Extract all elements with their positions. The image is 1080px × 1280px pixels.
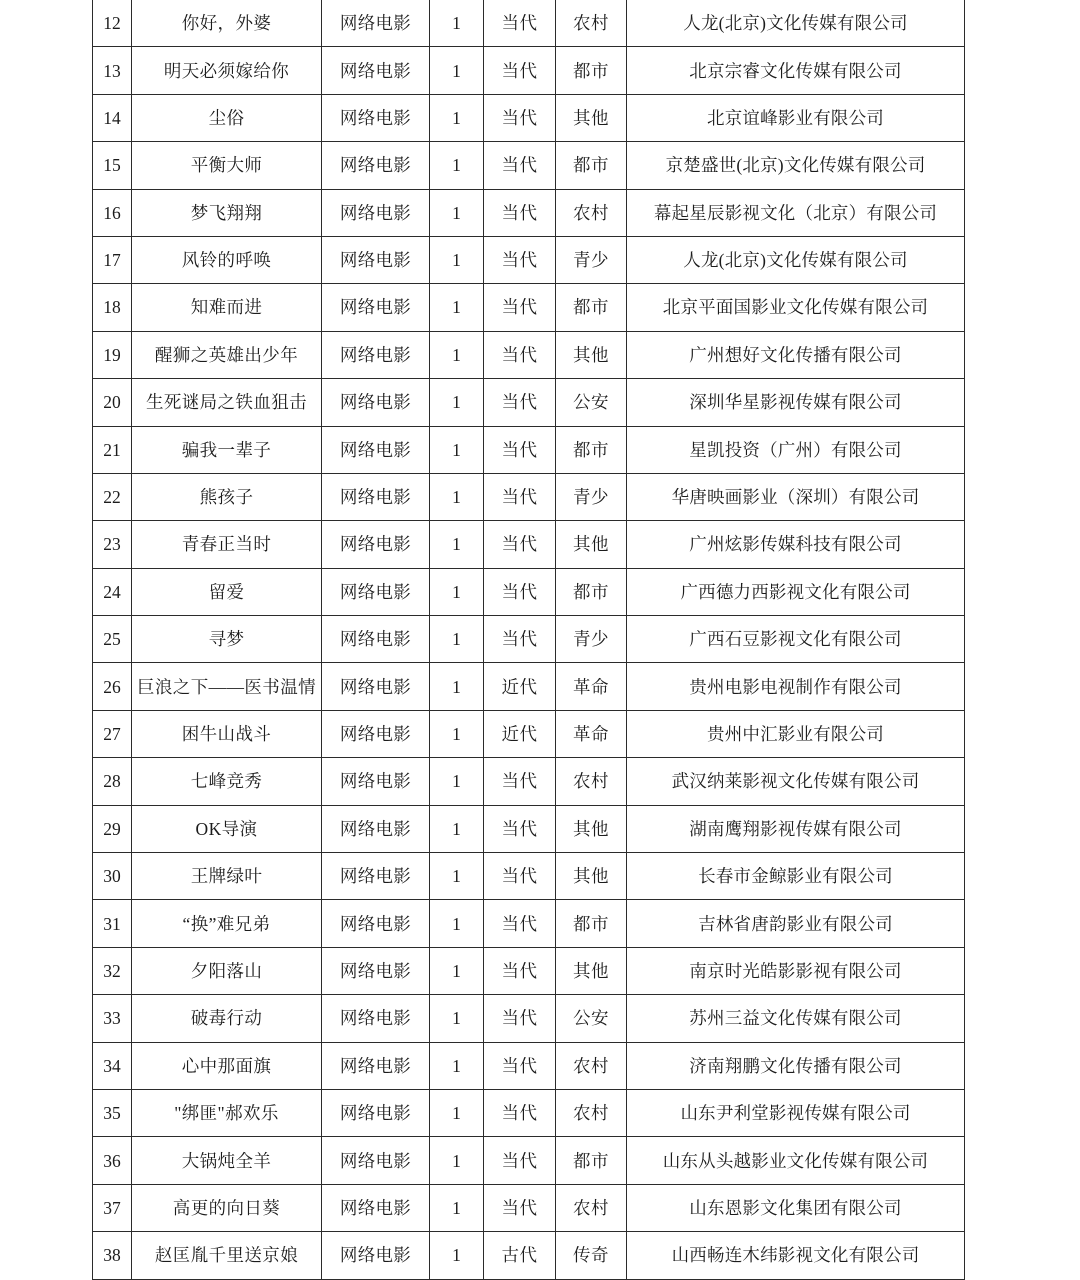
cell-company: 山西畅连木纬影视文化有限公司 <box>627 1232 965 1279</box>
table-row <box>93 710 965 757</box>
table-row <box>93 995 965 1042</box>
cell-era: 当代 <box>484 1184 556 1231</box>
cell-genre: 其他 <box>556 331 627 378</box>
cell-company: 山东恩影文化集团有限公司 <box>627 1184 965 1231</box>
cell-title: 破毒行动 <box>132 995 322 1042</box>
cell-company: 深圳华星影视传媒有限公司 <box>627 379 965 426</box>
cell-title: 困牛山战斗 <box>132 710 322 757</box>
cell-era: 当代 <box>484 1089 556 1136</box>
cell-genre: 农村 <box>556 189 627 236</box>
cell-title: 骗我一辈子 <box>132 426 322 473</box>
cell-seq: 20 <box>93 379 132 426</box>
table-row <box>93 616 965 663</box>
cell-company: 京楚盛世(北京)文化传媒有限公司 <box>627 142 965 189</box>
table-row <box>93 426 965 473</box>
cell-company: 广西德力西影视文化有限公司 <box>627 568 965 615</box>
cell-genre: 其他 <box>556 94 627 141</box>
cell-title: 平衡大师 <box>132 142 322 189</box>
cell-type: 网络电影 <box>322 1042 430 1089</box>
table-row <box>93 284 965 331</box>
cell-type: 网络电影 <box>322 473 430 520</box>
cell-company: 广西石豆影视文化有限公司 <box>627 616 965 663</box>
table-row <box>93 947 965 994</box>
cell-type: 网络电影 <box>322 426 430 473</box>
table-row <box>93 473 965 520</box>
cell-company: 苏州三益文化传媒有限公司 <box>627 995 965 1042</box>
cell-era: 当代 <box>484 568 556 615</box>
cell-company: 南京时光皓影影视有限公司 <box>627 947 965 994</box>
cell-title: 梦飞翔翔 <box>132 189 322 236</box>
cell-episode-count: 1 <box>430 0 484 47</box>
cell-company: 广州炫影传媒科技有限公司 <box>627 521 965 568</box>
cell-genre: 革命 <box>556 663 627 710</box>
cell-type: 网络电影 <box>322 853 430 900</box>
table-row <box>93 853 965 900</box>
cell-title: “换”难兄弟 <box>132 900 322 947</box>
table-row <box>93 1089 965 1136</box>
cell-title: 巨浪之下——医书温情 <box>132 663 322 710</box>
cell-type: 网络电影 <box>322 189 430 236</box>
cell-seq: 31 <box>93 900 132 947</box>
cell-episode-count: 1 <box>430 379 484 426</box>
cell-episode-count: 1 <box>430 47 484 94</box>
cell-episode-count: 1 <box>430 236 484 283</box>
cell-title: 大锅炖全羊 <box>132 1137 322 1184</box>
cell-episode-count: 1 <box>430 331 484 378</box>
cell-title: 赵匡胤千里送京娘 <box>132 1232 322 1279</box>
cell-title: 你好，外婆 <box>132 0 322 47</box>
cell-seq: 32 <box>93 947 132 994</box>
cell-episode-count: 1 <box>430 284 484 331</box>
table-row <box>93 1042 965 1089</box>
cell-genre: 都市 <box>556 1137 627 1184</box>
cell-type: 网络电影 <box>322 805 430 852</box>
cell-era: 古代 <box>484 1232 556 1279</box>
cell-company: 山东尹利堂影视传媒有限公司 <box>627 1089 965 1136</box>
cell-seq: 15 <box>93 142 132 189</box>
cell-genre: 公安 <box>556 379 627 426</box>
cell-seq: 13 <box>93 47 132 94</box>
cell-genre: 都市 <box>556 142 627 189</box>
cell-type: 网络电影 <box>322 1232 430 1279</box>
table-row <box>93 189 965 236</box>
cell-seq: 23 <box>93 521 132 568</box>
cell-era: 当代 <box>484 995 556 1042</box>
cell-genre: 都市 <box>556 568 627 615</box>
cell-company: 湖南鹰翔影视传媒有限公司 <box>627 805 965 852</box>
cell-seq: 18 <box>93 284 132 331</box>
cell-title: 知难而进 <box>132 284 322 331</box>
cell-episode-count: 1 <box>430 568 484 615</box>
cell-genre: 其他 <box>556 805 627 852</box>
cell-episode-count: 1 <box>430 900 484 947</box>
cell-episode-count: 1 <box>430 473 484 520</box>
cell-episode-count: 1 <box>430 947 484 994</box>
cell-era: 近代 <box>484 663 556 710</box>
table-row <box>93 1137 965 1184</box>
table-row <box>93 1232 965 1279</box>
cell-type: 网络电影 <box>322 521 430 568</box>
cell-company: 幕起星辰影视文化（北京）有限公司 <box>627 189 965 236</box>
cell-era: 当代 <box>484 1042 556 1089</box>
cell-type: 网络电影 <box>322 1089 430 1136</box>
table-body <box>93 0 965 1279</box>
cell-type: 网络电影 <box>322 236 430 283</box>
cell-genre: 都市 <box>556 900 627 947</box>
cell-title: 尘俗 <box>132 94 322 141</box>
cell-title: 留爱 <box>132 568 322 615</box>
table-row <box>93 805 965 852</box>
cell-company: 山东从头越影业文化传媒有限公司 <box>627 1137 965 1184</box>
cell-genre: 青少 <box>556 473 627 520</box>
cell-type: 网络电影 <box>322 616 430 663</box>
cell-genre: 都市 <box>556 426 627 473</box>
cell-genre: 革命 <box>556 710 627 757</box>
cell-seq: 22 <box>93 473 132 520</box>
cell-era: 当代 <box>484 379 556 426</box>
cell-company: 贵州电影电视制作有限公司 <box>627 663 965 710</box>
cell-episode-count: 1 <box>430 995 484 1042</box>
cell-era: 当代 <box>484 521 556 568</box>
cell-title: 风铃的呼唤 <box>132 236 322 283</box>
cell-genre: 公安 <box>556 995 627 1042</box>
cell-seq: 37 <box>93 1184 132 1231</box>
cell-episode-count: 1 <box>430 663 484 710</box>
table-row <box>93 1184 965 1231</box>
cell-type: 网络电影 <box>322 568 430 615</box>
cell-title: 寻梦 <box>132 616 322 663</box>
table-row <box>93 758 965 805</box>
cell-company: 广州想好文化传播有限公司 <box>627 331 965 378</box>
cell-title: 高更的向日葵 <box>132 1184 322 1231</box>
cell-era: 当代 <box>484 331 556 378</box>
cell-type: 网络电影 <box>322 379 430 426</box>
cell-seq: 35 <box>93 1089 132 1136</box>
cell-seq: 29 <box>93 805 132 852</box>
table-row <box>93 900 965 947</box>
cell-seq: 33 <box>93 995 132 1042</box>
cell-title: 青春正当时 <box>132 521 322 568</box>
cell-company: 人龙(北京)文化传媒有限公司 <box>627 236 965 283</box>
cell-genre: 其他 <box>556 947 627 994</box>
cell-era: 当代 <box>484 805 556 852</box>
cell-era: 当代 <box>484 236 556 283</box>
cell-type: 网络电影 <box>322 47 430 94</box>
cell-title: 心中那面旗 <box>132 1042 322 1089</box>
cell-genre: 农村 <box>556 1042 627 1089</box>
cell-era: 当代 <box>484 758 556 805</box>
cell-title: 明天必须嫁给你 <box>132 47 322 94</box>
cell-seq: 36 <box>93 1137 132 1184</box>
cell-era: 当代 <box>484 0 556 47</box>
cell-episode-count: 1 <box>430 710 484 757</box>
cell-seq: 28 <box>93 758 132 805</box>
cell-title: 七峰竞秀 <box>132 758 322 805</box>
cell-company: 北京谊峰影业有限公司 <box>627 94 965 141</box>
cell-episode-count: 1 <box>430 616 484 663</box>
cell-company: 长春市金鲸影业有限公司 <box>627 853 965 900</box>
cell-episode-count: 1 <box>430 142 484 189</box>
cell-type: 网络电影 <box>322 710 430 757</box>
cell-type: 网络电影 <box>322 947 430 994</box>
cell-genre: 其他 <box>556 853 627 900</box>
table-row <box>93 663 965 710</box>
cell-episode-count: 1 <box>430 94 484 141</box>
cell-episode-count: 1 <box>430 853 484 900</box>
cell-episode-count: 1 <box>430 521 484 568</box>
cell-genre: 农村 <box>556 1089 627 1136</box>
cell-era: 当代 <box>484 142 556 189</box>
cell-seq: 12 <box>93 0 132 47</box>
cell-seq: 26 <box>93 663 132 710</box>
cell-type: 网络电影 <box>322 0 430 47</box>
cell-company: 华唐映画影业（深圳）有限公司 <box>627 473 965 520</box>
table-row <box>93 568 965 615</box>
cell-episode-count: 1 <box>430 1137 484 1184</box>
cell-era: 当代 <box>484 426 556 473</box>
cell-era: 当代 <box>484 47 556 94</box>
cell-type: 网络电影 <box>322 331 430 378</box>
cell-type: 网络电影 <box>322 663 430 710</box>
cell-genre: 都市 <box>556 284 627 331</box>
cell-era: 当代 <box>484 189 556 236</box>
table-row <box>93 236 965 283</box>
cell-type: 网络电影 <box>322 1184 430 1231</box>
table-row <box>93 142 965 189</box>
cell-genre: 其他 <box>556 521 627 568</box>
cell-genre: 青少 <box>556 616 627 663</box>
cell-genre: 农村 <box>556 758 627 805</box>
cell-seq: 16 <box>93 189 132 236</box>
cell-era: 当代 <box>484 900 556 947</box>
cell-company: 吉林省唐韵影业有限公司 <box>627 900 965 947</box>
cell-seq: 38 <box>93 1232 132 1279</box>
cell-era: 当代 <box>484 473 556 520</box>
cell-era: 当代 <box>484 94 556 141</box>
cell-type: 网络电影 <box>322 995 430 1042</box>
table-row <box>93 94 965 141</box>
cell-era: 当代 <box>484 1137 556 1184</box>
cell-seq: 17 <box>93 236 132 283</box>
cell-title: "绑匪"郝欢乐 <box>132 1089 322 1136</box>
cell-seq: 24 <box>93 568 132 615</box>
cell-episode-count: 1 <box>430 1089 484 1136</box>
cell-genre: 都市 <box>556 47 627 94</box>
cell-episode-count: 1 <box>430 1184 484 1231</box>
cell-seq: 14 <box>93 94 132 141</box>
cell-genre: 农村 <box>556 1184 627 1231</box>
cell-seq: 34 <box>93 1042 132 1089</box>
cell-episode-count: 1 <box>430 426 484 473</box>
cell-type: 网络电影 <box>322 758 430 805</box>
cell-episode-count: 1 <box>430 758 484 805</box>
cell-era: 当代 <box>484 947 556 994</box>
cell-type: 网络电影 <box>322 1137 430 1184</box>
cell-era: 当代 <box>484 853 556 900</box>
cell-era: 近代 <box>484 710 556 757</box>
cell-seq: 19 <box>93 331 132 378</box>
cell-type: 网络电影 <box>322 284 430 331</box>
cell-title: OK导演 <box>132 805 322 852</box>
cell-title: 夕阳落山 <box>132 947 322 994</box>
cell-company: 贵州中汇影业有限公司 <box>627 710 965 757</box>
cell-company: 人龙(北京)文化传媒有限公司 <box>627 0 965 47</box>
cell-genre: 青少 <box>556 236 627 283</box>
cell-seq: 21 <box>93 426 132 473</box>
cell-episode-count: 1 <box>430 1042 484 1089</box>
cell-company: 北京平面国影业文化传媒有限公司 <box>627 284 965 331</box>
cell-genre: 传奇 <box>556 1232 627 1279</box>
cell-type: 网络电影 <box>322 94 430 141</box>
table-row <box>93 331 965 378</box>
cell-seq: 25 <box>93 616 132 663</box>
cell-company: 武汉纳莱影视文化传媒有限公司 <box>627 758 965 805</box>
cell-company: 济南翔鹏文化传播有限公司 <box>627 1042 965 1089</box>
cell-episode-count: 1 <box>430 805 484 852</box>
cell-title: 生死谜局之铁血狙击 <box>132 379 322 426</box>
cell-seq: 30 <box>93 853 132 900</box>
cell-company: 北京宗睿文化传媒有限公司 <box>627 47 965 94</box>
table-row <box>93 521 965 568</box>
film-registration-table <box>92 0 965 1280</box>
cell-seq: 27 <box>93 710 132 757</box>
cell-title: 王牌绿叶 <box>132 853 322 900</box>
cell-episode-count: 1 <box>430 1232 484 1279</box>
cell-type: 网络电影 <box>322 142 430 189</box>
cell-company: 星凯投资（广州）有限公司 <box>627 426 965 473</box>
cell-episode-count: 1 <box>430 189 484 236</box>
cell-title: 熊孩子 <box>132 473 322 520</box>
table-row <box>93 47 965 94</box>
cell-title: 醒狮之英雄出少年 <box>132 331 322 378</box>
table-row <box>93 0 965 47</box>
cell-type: 网络电影 <box>322 900 430 947</box>
cell-era: 当代 <box>484 284 556 331</box>
cell-era: 当代 <box>484 616 556 663</box>
table-row <box>93 379 965 426</box>
cell-genre: 农村 <box>556 0 627 47</box>
